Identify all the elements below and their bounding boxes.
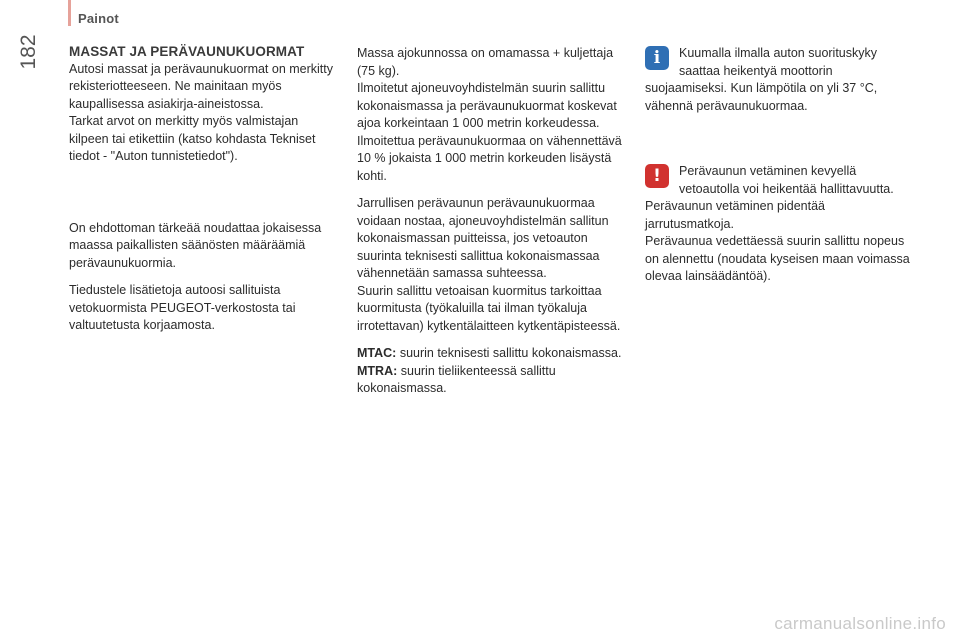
definition-mtra-text: suurin tieliikenteessä sallittu kokonaismassa. [357,363,556,395]
paragraph-manufacturer-plate: Tarkat arvot on merkitty myös valmistajan kilpeen tai etikettiin (katso kohdasta Tekniset tiedot - "Auton tunnistetiedot"). [69,114,316,163]
paragraph-peugeot-network: Tiedustele lisätietoja autoosi sallituista vetokuormista PEUGEOT-verkostosta tai valtuutetusta korjaamosta. [69,283,296,332]
paragraph-kerb-mass: Massa ajokunnossa on omamassa + kuljettaja (75 kg). [357,46,614,78]
term-mtra: MTRA: [357,363,398,378]
page-number: 182 [17,34,40,70]
term-mtac: MTAC: [357,346,397,360]
warning-note-braking: Perävaunun vetäminen pidentää jarrutusmatkoja. [645,199,825,231]
definition-mtac [357,345,625,363]
column-middle [357,45,625,398]
warning-note [645,163,913,286]
warning-note-speed: Perävaunua vedettäessä suurin sallittu nopeus on alennettu (noudata kyseisen maan voimassa olevaa lainsäädäntöä). [645,234,910,283]
paragraph-nose-weight: Suurin sallittu vetoaisan kuormitus tarkoittaa kuormitusta (työkaluilla tai ilman työkaluja irrotettavan) kytkentälaitteen kytkentäpisteessä. [357,283,621,333]
definition-mtac-text: suurin teknisesti sallittu kokonaismassa. [396,346,622,360]
definition-mtra [357,363,625,398]
paragraph-braked-trailer: Jarrullisen perävaunun perävaunukuormaa voidaan nostaa, ajoneuvoyhdistelmän sallitun kokonaismassan puitteissa, jos vetoauton suurinta teknisesti sallittua kokonaismassaa vähennetään samassa suhteessa. [357,196,609,280]
warning-icon: ! [645,164,669,188]
info-note-text: Kuumalla ilmalla auton suorituskyky saattaa heikentyä moottorin suojaamiseksi. Kun lämpötila on yli 37 °C, vähennä perävaunukuormaa. [645,46,878,113]
info-note [645,45,913,115]
paragraph-local-regulations: On ehdottoman tärkeää noudattaa jokaisessa maassa paikallisten säänösten määräämiä perävaunukuormia. [69,220,322,270]
column-left [69,43,341,335]
column-right [645,45,913,286]
section-heading: MASSAT JA PERÄVAUNUKUORMAT [69,44,305,59]
warning-note-handling: Perävaunun vetäminen kevyellä vetoautolla voi heikentää hallittavuutta. [679,164,894,196]
section-accent-bar [68,0,71,26]
paragraph-altitude: Ilmoitetut ajoneuvoyhdistelmän suurin sallittu kokonaismassa ja perävaunukuormat koskevat ajoa korkeintaan 1 000 metrin korkeudessa. Ilmoitettua perävaunukuormaa on vähennettävä 10 % jokaista 1 000 metrin korkeuden lisäystä kohti. [357,81,622,183]
paragraph-masses-registration: Autosi massat ja perävaunukuormat on merkitty rekisteriotteeseen. Ne mainitaan myös kaupallisessa asiakirja-aineistossa. [69,61,334,111]
watermark: carmanualsonline.info [774,614,946,633]
section-title: Painot [78,11,119,26]
info-icon: i [645,46,669,70]
